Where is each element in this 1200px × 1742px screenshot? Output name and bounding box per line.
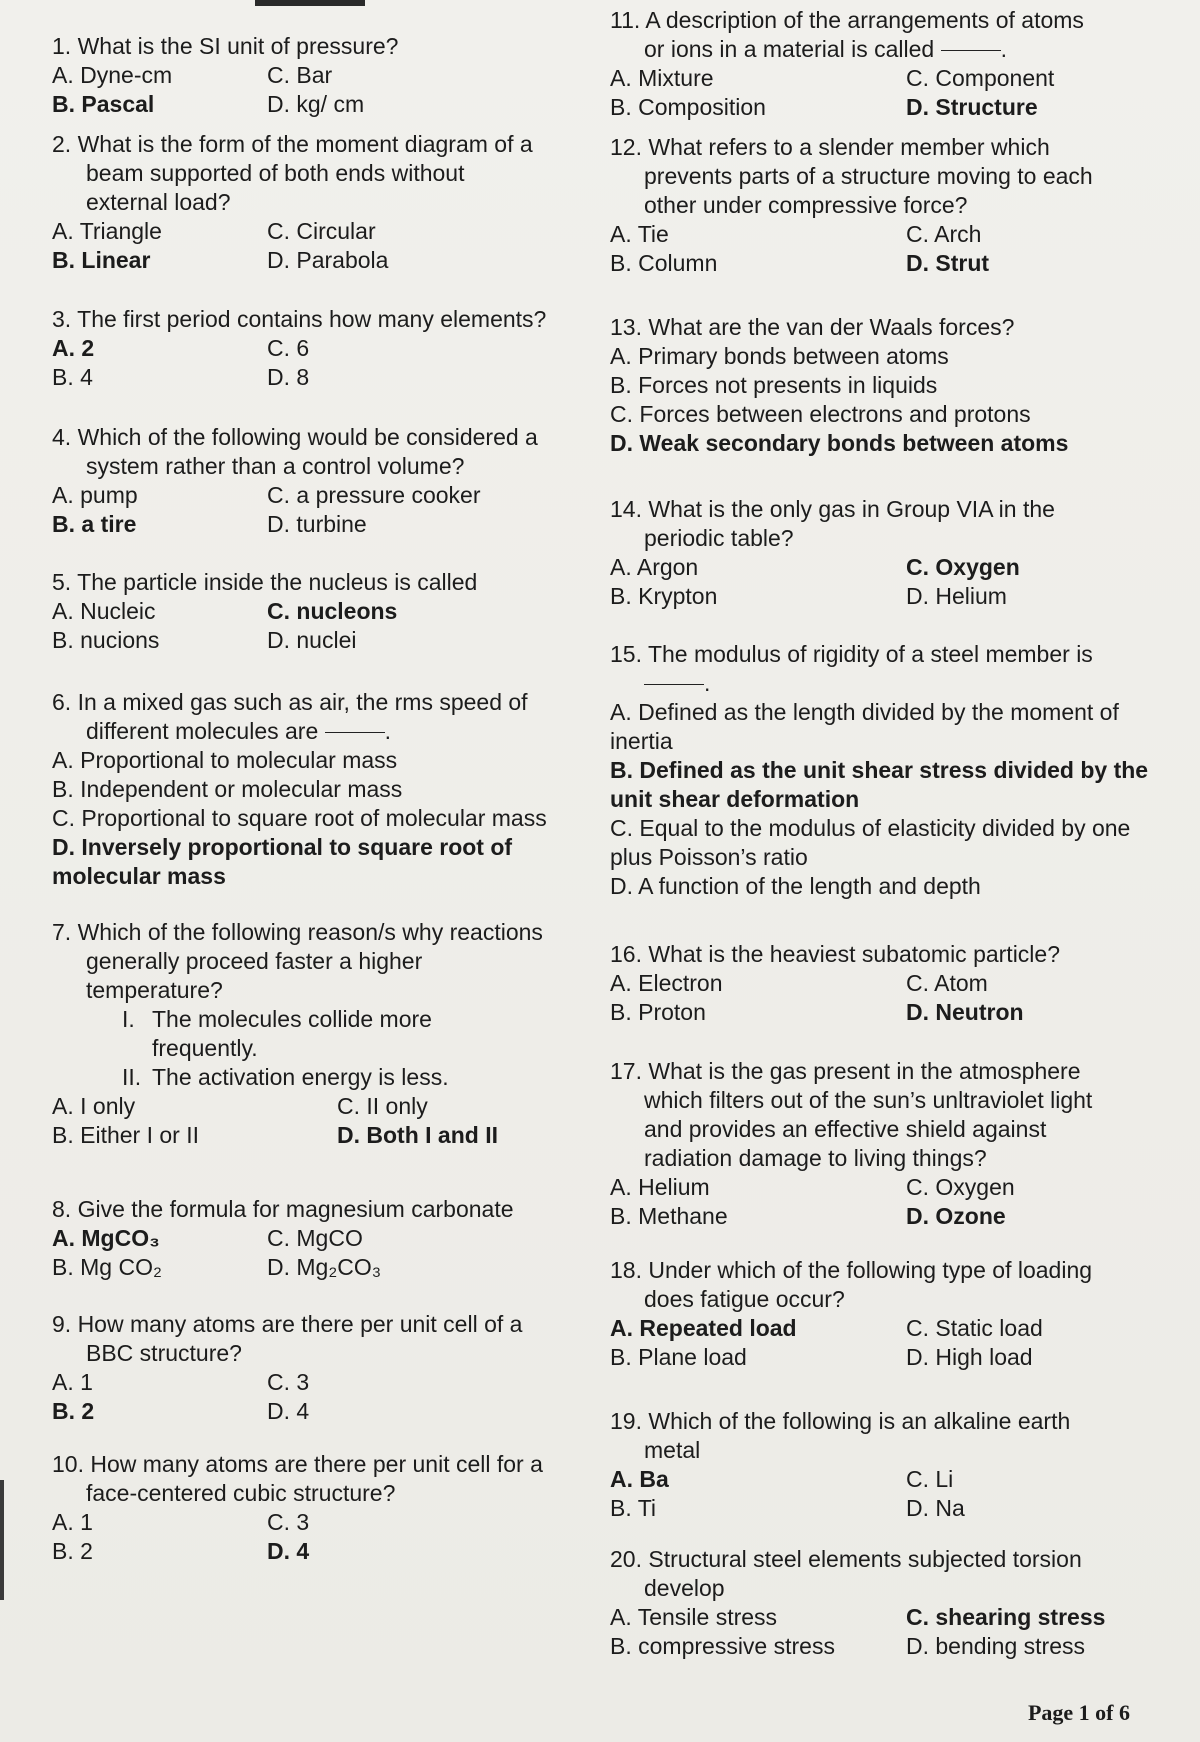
question-stem: 16. What is the heaviest subatomic particle? [610,941,1061,967]
question-stem: 4. Which of the following would be considered a [52,424,538,450]
question-stem: 9. How many atoms are there per unit cell of a [52,1311,523,1337]
question-1 [52,32,572,119]
answer-option: C. Static load [906,1315,1043,1341]
answer-option: D. Ozone [906,1203,1006,1229]
answer-blank [644,684,704,685]
statement-marker: II. [122,1064,142,1090]
answer-option: A. MgCO₃ [52,1225,160,1251]
answer-option: A. Electron [610,970,723,996]
question-stem: 14. What is the only gas in Group VIA in the [610,496,1055,522]
answer-option: B. 4 [52,364,93,390]
answer-option: B. 2 [52,1538,93,1564]
answer-option: D. Parabola [267,247,389,273]
question-stem-continuation: generally proceed faster a higher [86,948,423,974]
stem-punctuation: . [1000,36,1007,62]
answer-option: A. 1 [52,1369,93,1395]
answer-option: C. Atom [906,970,988,996]
answer-options [52,334,572,392]
answer-options [610,553,1150,611]
answer-options [52,746,572,891]
answer-option: B. Pascal [52,91,155,117]
answer-option: C. 6 [267,335,310,361]
answer-option: C. Proportional to square root of molecular mass [52,805,547,831]
answer-option: D. High load [906,1344,1033,1370]
answer-option: C. 3 [267,1369,310,1395]
answer-options [610,1465,1150,1523]
answer-option: C. 3 [267,1509,310,1535]
answer-options [52,481,572,539]
statement-line: The molecules collide more [152,1006,432,1032]
answer-option: A. pump [52,482,138,508]
question-stem: 17. What is the gas present in the atmosphere [610,1058,1081,1084]
question-5 [52,568,572,655]
stem-text: different molecules are [86,718,319,744]
answer-option: C. Bar [267,62,333,88]
question-stem-continuation: and provides an effective shield against [644,1116,1047,1142]
question-stem-continuation: BBC structure? [86,1340,242,1366]
answer-option: B. Independent or molecular mass [52,776,403,802]
answer-options [610,698,1150,901]
answer-option: D. 4 [267,1538,310,1564]
question-13 [610,313,1150,458]
statement-item [122,1063,572,1092]
answer-option: C. nucleons [267,598,398,624]
answer-options [52,597,572,655]
answer-option: D. Neutron [906,999,1024,1025]
answer-option: D. 8 [267,364,310,390]
answer-option: B. nucions [52,627,160,653]
answer-options [52,61,572,119]
question-stem-continuation: metal [644,1437,701,1463]
answer-option: B. Linear [52,247,151,273]
question-15 [610,640,1150,901]
question-12 [610,133,1150,278]
statement-text [152,1063,572,1092]
answer-option: D. 4 [267,1398,310,1424]
question-stem-continuation: beam supported of both ends without [86,160,465,186]
answer-options [610,342,1150,458]
answer-option: B. 2 [52,1398,95,1424]
answer-options [610,220,1150,278]
question-stem-continuation [52,717,572,746]
question-stem-continuation: does fatigue occur? [644,1286,845,1312]
answer-option: C. shearing stress [906,1604,1106,1630]
question-stem: 12. What refers to a slender member which [610,134,1050,160]
answer-option: D. Helium [906,583,1007,609]
answer-option: A. 2 [52,335,95,361]
question-11 [610,6,1150,122]
question-stem-continuation: system rather than a control volume? [86,453,465,479]
stem-text: or ions in a material is called [644,36,935,62]
answer-option: A. Proportional to molecular mass [52,747,398,773]
answer-option: C. Circular [267,218,376,244]
statement-list [52,1005,572,1092]
answer-option: A. Dyne-cm [52,62,173,88]
question-stem: 5. The particle inside the nucleus is called [52,569,478,595]
answer-option: C. II only [337,1093,428,1119]
question-18 [610,1256,1150,1372]
question-stem: 15. The modulus of rigidity of a steel member is [610,641,1093,667]
answer-option: A. Tensile stress [610,1604,778,1630]
answer-blank [941,50,1001,51]
answer-option: B. Plane load [610,1344,747,1370]
answer-option: B. Forces not presents in liquids [610,372,938,398]
header-scrap [255,0,365,6]
question-2 [52,130,572,275]
answer-options [52,1224,572,1282]
question-stem-continuation: other under compressive force? [644,192,968,218]
answer-option: A. Defined as the length divided by the moment of inertia [610,699,1119,754]
question-stem-continuation: temperature? [86,977,223,1003]
answer-option: D. Both I and II [337,1122,498,1148]
question-16 [610,940,1150,1027]
answer-option: C. Oxygen [906,1174,1015,1200]
answer-option: C. Equal to the modulus of elasticity divided by one plus Poisson’s ratio [610,815,1131,870]
answer-option: B. Ti [610,1495,657,1521]
answer-option: D. bending stress [906,1633,1085,1659]
answer-options [52,217,572,275]
question-stem: 11. A description of the arrangements of atoms [610,7,1084,33]
answer-option: B. a tire [52,511,137,537]
answer-option: A. 1 [52,1509,93,1535]
answer-option: B. Defined as the unit shear stress divided by the unit shear deformation [610,757,1149,812]
statement-text [152,1005,572,1063]
stem-punctuation: . [384,718,392,744]
answer-options [610,1173,1150,1231]
question-stem: 20. Structural steel elements subjected torsion [610,1546,1082,1572]
answer-option: B. Column [610,250,718,276]
answer-option: B. Composition [610,94,766,120]
answer-option: B. Either I or II [52,1122,199,1148]
answer-option: D. Mg₂CO₃ [267,1254,382,1280]
question-stem: 19. Which of the following is an alkaline earth [610,1408,1071,1434]
answer-option: B. Methane [610,1203,728,1229]
answer-option: D. kg/ cm [267,91,365,117]
question-stem-continuation: face-centered cubic structure? [86,1480,396,1506]
answer-option: C. Component [906,65,1055,91]
answer-option: A. Tie [610,221,669,247]
answer-options [610,969,1150,1027]
statement-line: The activation energy is less. [152,1064,449,1090]
answer-option: A. Repeated load [610,1315,797,1341]
question-stem-continuation: radiation damage to living things? [644,1145,987,1171]
question-19 [610,1407,1150,1523]
statement-marker: I. [122,1006,135,1032]
answer-option: A. I only [52,1093,136,1119]
question-stem: 1. What is the SI unit of pressure? [52,33,399,59]
question-10 [52,1450,572,1566]
statement-line: frequently. [152,1035,258,1061]
question-20 [610,1545,1150,1661]
answer-option: D. turbine [267,511,367,537]
answer-option: A. Primary bonds between atoms [610,343,949,369]
question-14 [610,495,1150,611]
question-7 [52,918,572,1150]
answer-option: D. Inversely proportional to square root of molecular mass [52,834,513,889]
answer-option: B. Proton [610,999,706,1025]
answer-options [52,1508,572,1566]
answer-option: D. Weak secondary bonds between atoms [610,430,1069,456]
question-stem: 2. What is the form of the moment diagram of a [52,131,533,157]
answer-option: A. Argon [610,554,699,580]
answer-option: D. nuclei [267,627,357,653]
answer-options [610,1314,1150,1372]
question-stem: 18. Under which of the following type of loading [610,1257,1093,1283]
answer-options [610,1603,1150,1661]
question-stem-continuation: prevents parts of a structure moving to each [644,163,1093,189]
question-stem: 3. The first period contains how many elements? [52,306,547,332]
answer-option: A. Mixture [610,65,714,91]
answer-options [610,64,1150,122]
answer-option: A. Helium [610,1174,710,1200]
stem-punctuation: . [704,670,711,696]
question-8 [52,1195,572,1282]
answer-option: B. compressive stress [610,1633,835,1659]
answer-option: A. Nucleic [52,598,156,624]
question-17 [610,1057,1150,1231]
answer-option: B. Mg CO₂ [52,1254,162,1280]
question-4 [52,423,572,539]
question-stem-continuation: develop [644,1575,725,1601]
page-number: Page 1 of 6 [1027,1700,1130,1725]
question-9 [52,1310,572,1426]
answer-option: D. Strut [906,250,990,276]
question-stem-continuation: periodic table? [644,525,794,551]
answer-option: B. Krypton [610,583,718,609]
answer-option: D. A function of the length and depth [610,873,981,899]
question-stem-continuation [610,35,1150,64]
statement-item [122,1005,572,1063]
answer-option: C. Oxygen [906,554,1020,580]
question-stem: 10. How many atoms are there per unit cell for a [52,1451,543,1477]
answer-option: C. Arch [906,221,982,247]
question-stem-continuation: external load? [86,189,231,215]
answer-option: A. Ba [610,1466,669,1492]
answer-option: C. a pressure cooker [267,482,481,508]
answer-options [52,1092,572,1150]
question-stem: 7. Which of the following reason/s why reactions [52,919,543,945]
edge-mark [0,1480,4,1600]
question-6 [52,688,572,891]
answer-option: A. Triangle [52,218,162,244]
answer-option: C. Li [906,1466,954,1492]
question-stem: 6. In a mixed gas such as air, the rms speed of [52,689,528,715]
answer-option: D. Structure [906,94,1038,120]
question-3 [52,305,572,392]
answer-option: D. Na [906,1495,965,1521]
answer-option: C. MgCO [267,1225,363,1251]
question-stem-continuation [610,669,1150,698]
answer-blank [325,732,385,733]
question-stem: 13. What are the van der Waals forces? [610,314,1015,340]
answer-options [52,1368,572,1426]
question-stem-continuation: which filters out of the sun’s unltraviolet light [644,1087,1093,1113]
question-stem: 8. Give the formula for magnesium carbonate [52,1196,514,1222]
answer-option: C. Forces between electrons and protons [610,401,1031,427]
